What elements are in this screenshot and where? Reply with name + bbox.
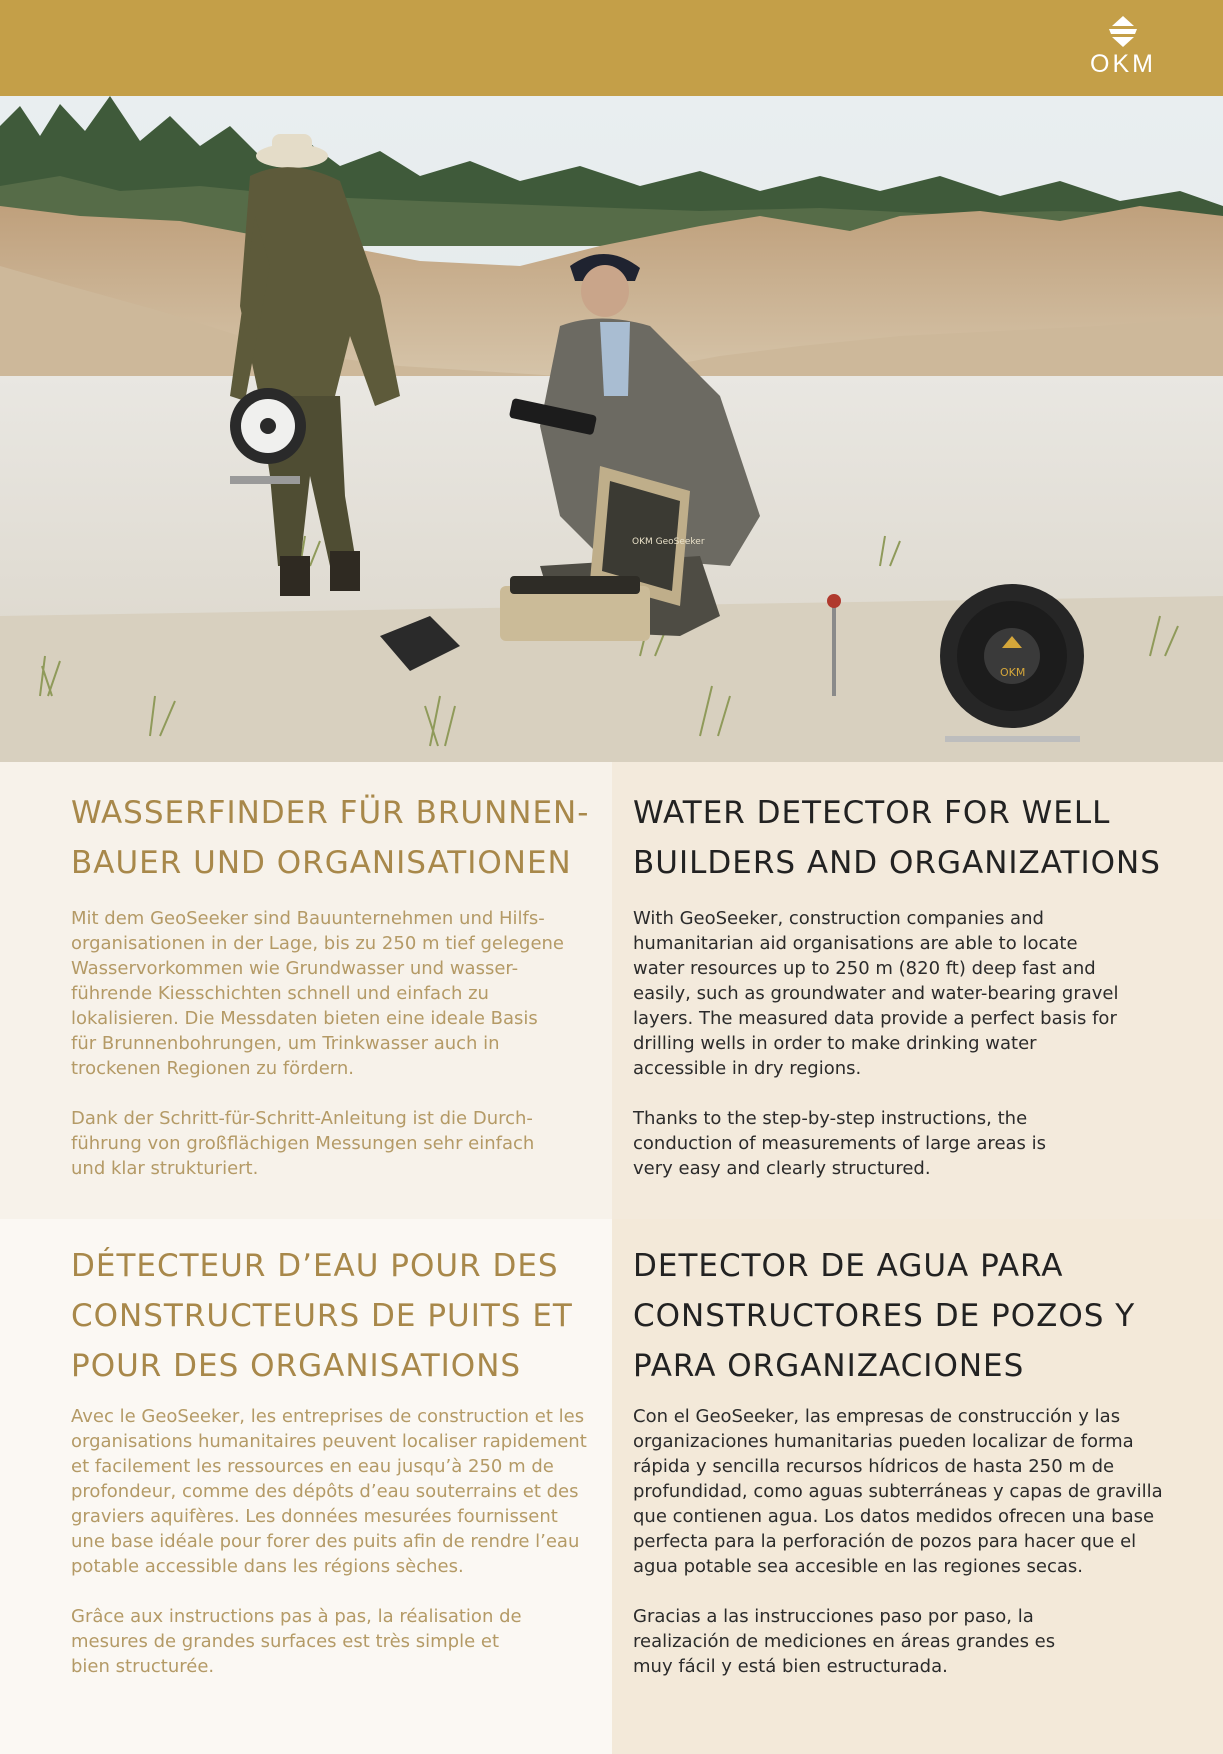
section-body-es-2: Gracias a las instrucciones paso por paso, la realización de mediciones en áreas grandes es muy fácil y está bien estructurada. xyxy=(633,1606,1056,1677)
header-bar xyxy=(0,0,1223,96)
section-title-en: WATER DETECTOR FOR WELL BUILDERS AND ORGANIZATIONS xyxy=(633,795,1161,881)
section-title-es: DETECTOR DE AGUA PARA CONSTRUCTORES DE POZOS Y PARA ORGANIZACIONES xyxy=(633,1248,1136,1384)
logo-text: OKM xyxy=(1090,50,1156,78)
okm-logo xyxy=(1085,14,1161,84)
reel-label: OKM xyxy=(1000,666,1026,679)
section-body-fr-2: Grâce aux instructions pas à pas, la réalisation de mesures de grandes surfaces est très simple et bien structurée. xyxy=(71,1606,522,1677)
section-german xyxy=(0,762,612,1219)
okm-diamond-icon xyxy=(1103,14,1143,48)
section-body-es-1: Con el GeoSeeker, las empresas de construcción y las organizaciones humanitarias pueden localizar de forma rápida y sencilla recursos hídricos de hasta 250 m de profundidad, como aguas subterráneas y capas de gravilla que contienen agua. Los datos medidos ofrecen una base perfecta para la perforación de pozos para hacer que el agua potable sea accesible en las regiones secas. xyxy=(633,1406,1163,1577)
device-label: OKM GeoSeeker xyxy=(632,537,705,547)
section-body-de-1: Mit dem GeoSeeker sind Bauunternehmen und Hilfs- organisationen in der Lage, bis zu 250 m tief gelegene Wasservorkommen wie Grundwasser und wasser- führende Kiesschichten schnell und einfach zu lokalisieren. Die Messdaten bieten eine ideale Basis für Brunnenbohrungen, um Trinkwasser auch in trockenen Regionen zu fördern. xyxy=(71,908,564,1079)
section-body-en-1: With GeoSeeker, construction companies and humanitarian aid organisations are able to locate water resources up to 250 m (820 ft) deep fast and easily, such as groundwater and water-bearing gravel layers. The measured data provide a perfect basis for drilling wells in order to make drinking water accessible in dry regions. xyxy=(633,908,1119,1079)
field-photo xyxy=(0,96,1223,762)
section-english xyxy=(612,762,1223,1219)
section-body-en-2: Thanks to the step-by-step instructions, the conduction of measurements of large areas is very easy and clearly structured. xyxy=(633,1108,1047,1179)
section-spanish xyxy=(612,1219,1223,1754)
section-french xyxy=(0,1219,612,1754)
section-body-de-2: Dank der Schritt-für-Schritt-Anleitung ist die Durch- führung von großflächigen Messungen sehr einfach und klar strukturiert. xyxy=(71,1108,535,1179)
section-body-fr-1: Avec le GeoSeeker, les entreprises de construction et les organisations humanitaires peuvent localiser rapidement et facilement les ressources en eau jusqu’à 250 m de profondeur, comme des dépôts d’eau souterrains et des graviers aquifères. Les données mesurées fournissent une base idéale pour forer des puits afin de rendre l’eau potable accessible dans les régions sèches. xyxy=(71,1406,587,1577)
section-title-de: WASSERFINDER FÜR BRUNNEN- BAUER UND ORGANISATIONEN xyxy=(71,795,590,881)
section-title-fr: DÉTECTEUR D’EAU POUR DES CONSTRUCTEURS DE PUITS ET POUR DES ORGANISATIONS xyxy=(71,1248,573,1384)
